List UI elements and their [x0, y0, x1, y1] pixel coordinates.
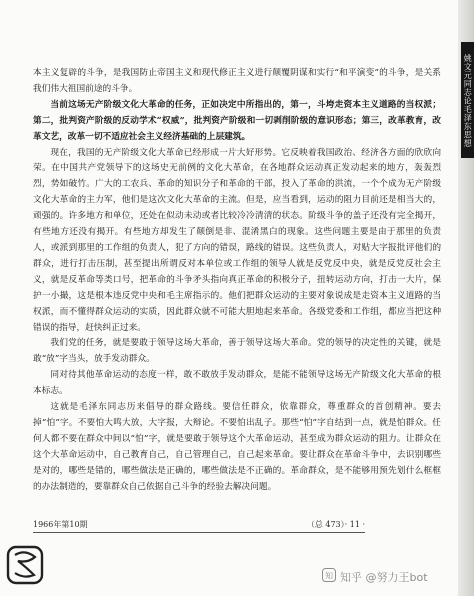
svg-text:知: 知	[325, 571, 333, 581]
stamp-logo-icon	[6, 545, 44, 585]
body-paragraph: 当前这场无产阶级文化大革命的任务，正如决定中所指出的，第一，斗垮走资本主义道路的当权派；第二，批判资产阶级的反动学术“权威”，批判资产阶级和一切剥削阶级的意识形态；第三，改革教育，改革文艺，改革一切不适应社会主义经济基础的上层建筑。	[33, 99, 441, 142]
side-tab-label: 姚文元同志论毛泽东思想	[461, 42, 474, 158]
issue-label: 1966年第10期	[33, 520, 88, 529]
article-body	[33, 66, 441, 495]
footer-rule	[33, 532, 365, 533]
page-footer	[33, 519, 365, 531]
page-number: （总 473）· 11 ·	[306, 520, 365, 529]
body-paragraph: 同对待其他革命运动的态度一样，敢不敢放手发动群众，是能不能领导这场无产阶级文化大革命的根本标志。	[33, 370, 441, 397]
body-paragraph: 这就是毛泽东同志历来倡导的群众路线。要信任群众，依靠群众，尊重群众的首创精神。要去掉“怕”字。不要怕大鸣大放，大字报，大辩论。不要怕出乱子。那些“怕”字自结到一点，就是怕群众。任何人都不要在群众中间以“怕”字，就是要敢于领导这个大革命运动，甚至成为群众运动的阻力。让群众在这个大革命运动中，自己教育自己，自己管理自己，自己起来革命。要让群众在革命斗争中，去识别哪些是对的，哪些是错的，哪些做法是正确的，哪些做法是不正确的。革命群众，是不能够用预先划什么框框的办法制造的，要靠群众自己依据自己斗争的经验去解决问题。	[33, 402, 441, 492]
watermark-text: 知乎 @努力王bot	[340, 571, 428, 584]
body-paragraph: 现在，我国的无产阶级文化大革命已经形成一片大好形势。它反映着我国政治、经济各方面的欣欣向荣。在中国共产党领导下的这场史无前例的文化大革命，在各地群众运动真正发动起来的地方，轰轰烈烈，势如破竹。广大的工农兵、革命的知识分子和革命的干部，投入了革命的洪流，一个个成为无产阶级文化大革命的主力军，他们是这次文化大革命的主流。但是，应当看到，运动的阻力目前还是相当大的，顽强的。许多地方和单位，还处在似动未动或者比较冷冷清清的状态。阶级斗争的盖子还没有完全揭开，有些地方还没有揭开。有些地方却发生了颠倒是非、混淆黑白的现象。这些问题主要是由于那里的负责人，或派到那里的工作组的负责人，犯了方向的错误，路线的错误。这些负责人，对贴大字报批评他们的群众，进行打击压制，甚至提出所谓反对本单位或工作组的领导人就是反党反中央，就是反党反社会主义，就是反革命等类口号，把革命的斗争矛头指向真正革命的积极分子，扭转运动方向，打击一大片，保护一小撮，这是根本违反党中央和毛主席指示的。他们把群众运动的主要对象说成是走资本主义道路的当权派，而不懂得群众运动的实质，因此群众就不可能大胆地起来革命。各级党委和工作组，都应当把这种错误的指导，赶快纠正过来。	[33, 147, 441, 333]
zhihu-icon	[322, 568, 336, 582]
body-paragraph: 我们党的任务，就是要敢于领导这场大革命，善于领导这场大革命。党的领导的决定性的关键，就是敢“放”字当头，放手发动群众。	[33, 338, 441, 365]
body-paragraph: 本主义复辟的斗争，是我国防止帝国主义和现代修正主义进行颠覆阴谋和实行“和平演变”的斗争，是关系我们伟大祖国前途的斗争。	[33, 68, 441, 94]
